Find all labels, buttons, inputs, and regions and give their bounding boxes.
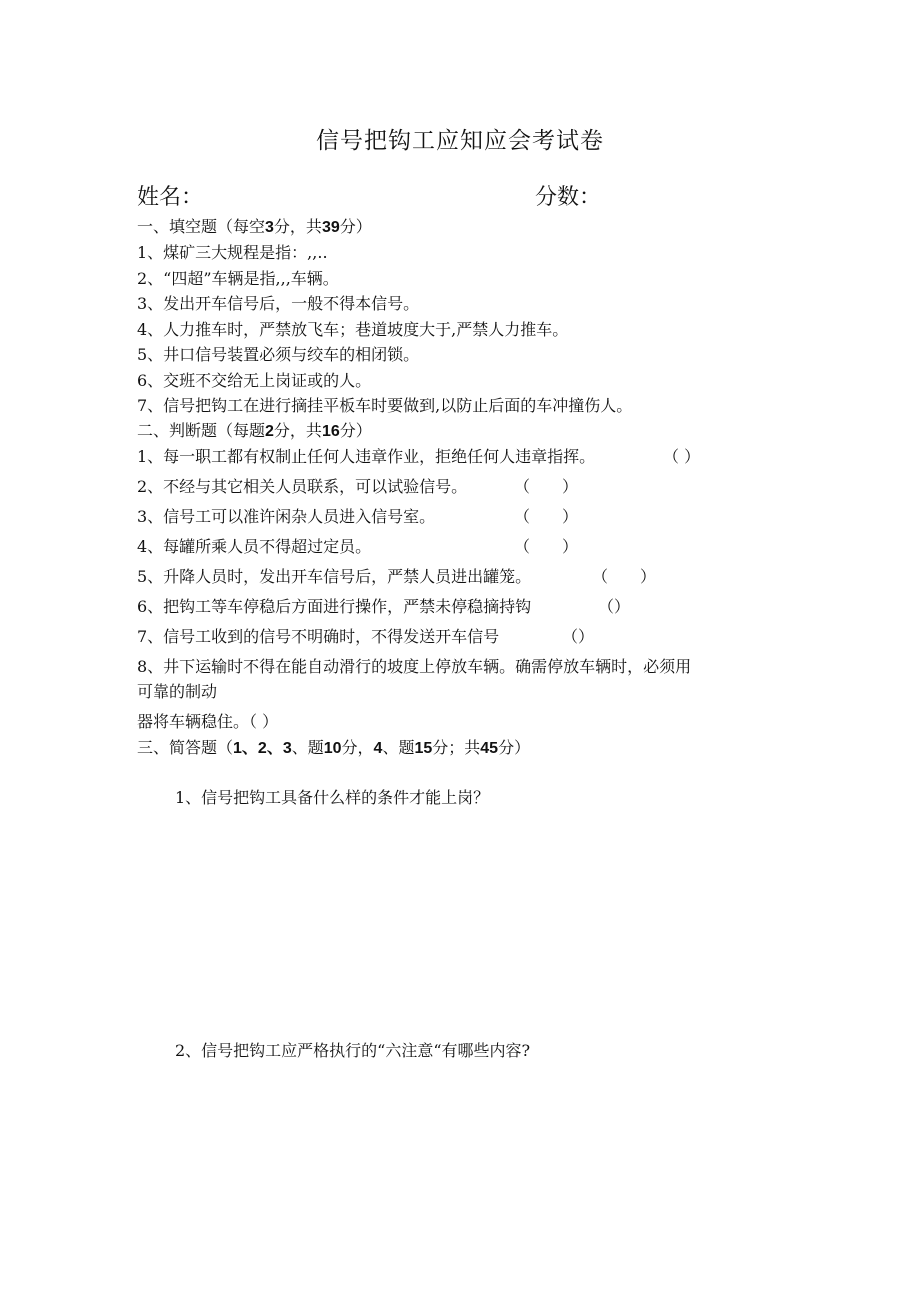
heading-text: 分） xyxy=(339,421,372,440)
true-false-question-continued: 可靠的制动 xyxy=(137,682,218,701)
true-false-question: 6、把钩工等车停稳后方面进行操作，严禁未停稳摘持钩 xyxy=(137,597,532,616)
short-answer-question: 2、信号把钩工应严格执行的“六注意“有哪些内容? xyxy=(175,1041,531,1060)
true-false-question-continued: 器将车辆稳住。（ ） xyxy=(137,712,279,731)
true-false-question: 4、每罐所乘人员不得超过定员。 xyxy=(137,537,372,556)
fill-blank-question: 4、人力推车时，严禁放飞车；巷道坡度大于,严禁人力推车。 xyxy=(137,320,569,339)
heading-number: 15 xyxy=(414,740,433,757)
section-heading-true-false xyxy=(137,420,372,443)
true-false-question: 3、信号工可以准许闲杂人员进入信号室。 xyxy=(137,507,436,526)
heading-text: 二、判断题（每题 xyxy=(137,421,266,440)
heading-text: 分， xyxy=(341,738,374,757)
heading-text: 分） xyxy=(498,738,531,757)
true-false-question: 8、井下运输时不得在能自动滑行的坡度上停放车辆。确需停放车辆时，必须用 xyxy=(137,657,692,676)
answer-parentheses: （ ） xyxy=(514,507,579,526)
heading-text: 、题 xyxy=(291,738,324,757)
true-false-question: 1、每一职工都有权制止任何人违章作业，拒绝任何人违章指挥。 xyxy=(137,447,596,466)
true-false-question: 2、不经与其它相关人员联系，可以试验信号。 xyxy=(137,477,468,496)
heading-text: 分，共 xyxy=(273,217,322,236)
answer-parentheses: （） xyxy=(562,627,595,646)
fill-blank-question: 1、煤矿三大规程是指：,,.. xyxy=(137,243,328,262)
answer-area[interactable] xyxy=(137,815,777,1035)
heading-number: 39 xyxy=(321,219,340,236)
short-answer-question: 1、信号把钩工具备什么样的条件才能上岗？ xyxy=(175,788,490,807)
heading-text: 、题 xyxy=(382,738,415,757)
fill-blank-question: 6、交班不交给无上岗证或的人。 xyxy=(137,371,372,390)
answer-parentheses: （ ） xyxy=(514,477,579,496)
heading-text: 分，共 xyxy=(273,421,322,440)
heading-text: 分） xyxy=(339,217,372,236)
fill-blank-question: 7、信号把钩工在进行摘挂平板车时要做到,以防止后面的车冲撞伤人。 xyxy=(137,396,633,415)
score-label: 分数： xyxy=(535,185,602,210)
answer-parentheses: （ ） xyxy=(592,567,657,586)
answer-parentheses: （） xyxy=(598,597,631,616)
section-heading-short-answer xyxy=(137,737,530,760)
answer-area[interactable] xyxy=(137,1068,777,1268)
heading-number: 2 xyxy=(265,423,274,440)
heading-text: 三、简答题（ xyxy=(137,738,234,757)
heading-text: 分；共 xyxy=(432,738,481,757)
fill-blank-question: 3、发出开车信号后，一般不得本信号。 xyxy=(137,294,420,313)
fill-blank-question: 2、“四超”车辆是指,,,车辆。 xyxy=(137,269,339,288)
true-false-question: 7、信号工收到的信号不明确时，不得发送开车信号 xyxy=(137,627,500,646)
heading-text: 一、填空题（每空 xyxy=(137,217,266,236)
answer-parentheses: （ ） xyxy=(514,537,579,556)
answer-parentheses: （ ） xyxy=(663,447,701,466)
fill-blank-question: 5、井口信号装置必须与绞车的相闭锁。 xyxy=(137,345,420,364)
heading-number: 4 xyxy=(373,740,383,757)
heading-number: 45 xyxy=(480,740,499,757)
page-title: 信号把钩工应知应会考试卷 xyxy=(316,128,604,154)
heading-number: 1、2、3 xyxy=(233,740,292,757)
name-label: 姓名： xyxy=(137,185,204,210)
heading-number: 16 xyxy=(321,423,340,440)
true-false-question: 5、升降人员时，发出开车信号后，严禁人员进出罐笼。 xyxy=(137,567,532,586)
heading-number: 10 xyxy=(323,740,342,757)
heading-number: 3 xyxy=(265,219,274,236)
section-heading-fill-blank xyxy=(137,216,372,239)
